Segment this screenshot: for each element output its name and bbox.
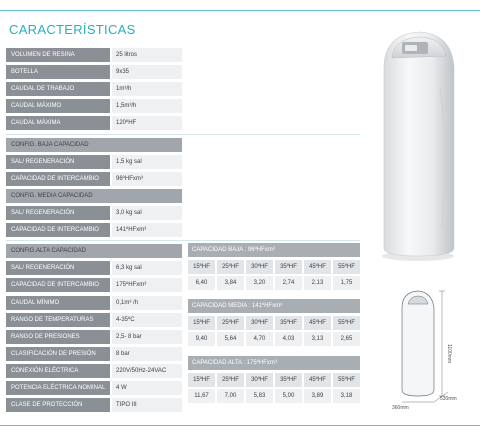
hardness-header: 35ºHF <box>275 373 302 387</box>
spec-label: CONEXIÓN ELÉCTRICA <box>6 364 110 378</box>
spec-label: RANGO DE PRESIONES <box>6 330 110 344</box>
width-label: 360mm <box>392 405 409 410</box>
capacity-table-title: CAPACIDAD ALTA : 175ºHFxm³ <box>188 356 360 370</box>
bottom-divider <box>0 425 480 426</box>
hardness-header: 30ºHF <box>246 373 273 387</box>
spec-value: 9x35 <box>112 65 182 79</box>
capacity-value: 3,18 <box>333 389 360 403</box>
top-divider <box>0 10 480 11</box>
spec-value: 175ºHFxm³ <box>112 278 182 292</box>
spec-value: TIPO III <box>112 398 182 412</box>
page-title: CARACTERÍSTICAS <box>9 22 136 37</box>
spec-row-power <box>6 381 182 395</box>
config-low-salt <box>6 155 182 169</box>
hardness-header: 25ºHF <box>217 316 244 330</box>
hardness-header: 30ºHF <box>246 260 273 274</box>
config-high-salt <box>6 261 182 275</box>
spec-value: 120ºHF <box>112 116 182 130</box>
spec-label: SAL/ REGENERACIÓN <box>6 206 110 220</box>
capacity-grid <box>188 316 360 346</box>
depth-label: 530mm <box>440 396 457 402</box>
water-softener-image <box>378 28 460 269</box>
capacity-value: 6,40 <box>188 276 215 290</box>
height-label: 1100mm <box>446 344 452 364</box>
spec-row-pressure-range <box>6 330 182 344</box>
hardness-header: 15ºHF <box>188 373 215 387</box>
spec-label: CAPACIDAD DE INTERCAMBIO <box>6 172 110 186</box>
spec-row-pressure-class <box>6 347 182 361</box>
spec-label: VOLUMEN DE RESINA <box>6 48 110 62</box>
capacity-value: 1,75 <box>333 276 360 290</box>
hardness-header: 25ºHF <box>217 260 244 274</box>
section-header: CONFIG. BAJA CAPACIDAD <box>6 138 182 152</box>
capacity-value: 3,20 <box>246 276 273 290</box>
spec-value: 4 W <box>112 381 182 395</box>
capacity-value: 2,74 <box>275 276 302 290</box>
section-divider <box>6 134 360 135</box>
hardness-header: 15ºHF <box>188 260 215 274</box>
capacity-value: 3,84 <box>217 276 244 290</box>
spec-value: 25 litros <box>112 48 182 62</box>
spec-value: 4-35ºC <box>112 313 182 327</box>
spec-label: CLASIFICACIÓN DE PRESIÓN <box>6 347 110 361</box>
config-low-capacity <box>6 172 182 186</box>
spec-label: CAPACIDAD DE INTERCAMBIO <box>6 278 110 292</box>
spec-label: CAUDAL DE TRABAJO <box>6 82 110 96</box>
spec-value: 141ºHFxm³ <box>112 223 182 237</box>
capacity-value: 7,00 <box>217 389 244 403</box>
spec-row-resin <box>6 48 182 62</box>
capacity-value: 5,64 <box>217 332 244 346</box>
config-high-capacity <box>6 278 182 292</box>
capacity-table-title: CAPACIDAD MEDIA : 141ºHFxm³ <box>188 299 360 313</box>
spec-row-min-flow <box>6 296 182 310</box>
hardness-header: 55ºHF <box>333 373 360 387</box>
capacity-value: 3,13 <box>304 332 331 346</box>
spec-value: 220V/50Hz-24VAC <box>112 364 182 378</box>
spec-label: RANGO DE TEMPERATURAS <box>6 313 110 327</box>
spec-value: 6,3 kg sal <box>112 261 182 275</box>
spec-row-max-hardness <box>6 116 182 130</box>
capacity-value: 3,89 <box>304 389 331 403</box>
hardness-header: 35ºHF <box>275 316 302 330</box>
capacity-value: 4,03 <box>275 332 302 346</box>
capacity-grid <box>188 260 360 290</box>
capacity-grid <box>188 373 360 403</box>
config-mid-capacity <box>6 223 182 237</box>
capacity-value: 5,83 <box>246 389 273 403</box>
hardness-header: 15ºHF <box>188 316 215 330</box>
capacity-value: 9,40 <box>188 332 215 346</box>
spec-value: 1,5m³/h <box>112 99 182 113</box>
spec-label: SAL/ REGENERACIÓN <box>6 261 110 275</box>
spec-value: 0,1m³ /h <box>112 296 182 310</box>
spec-value: 1m³/h <box>112 82 182 96</box>
hardness-header: 55ºHF <box>333 316 360 330</box>
config-high-header <box>6 244 182 258</box>
spec-row-temp-range <box>6 313 182 327</box>
spec-label: POTENCIA ELÉCTRICA NOMINAL <box>6 381 110 395</box>
spec-value: 3,0 kg sal <box>112 206 182 220</box>
hardness-header: 35ºHF <box>275 260 302 274</box>
capacity-value: 4,70 <box>246 332 273 346</box>
spec-value: 96ºHFxm³ <box>112 172 182 186</box>
capacity-value: 2,13 <box>304 276 331 290</box>
spec-row-electrical <box>6 364 182 378</box>
spec-value: 1,5 kg sal <box>112 155 182 169</box>
capacity-low-table <box>188 243 360 290</box>
spec-value: 2,5- 8 bar <box>112 330 182 344</box>
spec-label: CLASE DE PROTECCIÓN <box>6 398 110 412</box>
section-header: CONFIG.ALTA CAPACIDAD <box>6 244 182 258</box>
spec-row-max-flow <box>6 99 182 113</box>
config-low-header <box>6 138 182 152</box>
spec-row-bottle <box>6 65 182 79</box>
capacity-mid-table <box>188 299 360 346</box>
hardness-header: 25ºHF <box>217 373 244 387</box>
spec-label: BOTELLA <box>6 65 110 79</box>
hardness-header: 55ºHF <box>333 260 360 274</box>
capacity-value: 5,00 <box>275 389 302 403</box>
spec-label: CAUDAL MÁXIMO <box>6 99 110 113</box>
section-header: CONFIG. MEDIA CAPACIDAD <box>6 189 182 203</box>
spec-row-work-flow <box>6 82 182 96</box>
dimension-diagram <box>388 286 472 415</box>
spec-label: CAUDAL MÁXIMA <box>6 116 110 130</box>
spec-row-protection <box>6 398 182 412</box>
section-divider <box>6 240 360 241</box>
spec-label: CAPACIDAD DE INTERCAMBIO <box>6 223 110 237</box>
spec-value: 8 bar <box>112 347 182 361</box>
capacity-value: 11,67 <box>188 389 215 403</box>
hardness-header: 45ºHF <box>304 373 331 387</box>
hardness-header: 45ºHF <box>304 260 331 274</box>
capacity-table-title: CAPACIDAD BAJA : 96ºHFxm³ <box>188 243 360 257</box>
capacity-high-table <box>188 356 360 403</box>
config-mid-salt <box>6 206 182 220</box>
capacity-value: 2,65 <box>333 332 360 346</box>
spec-label: SAL/ REGENERACIÓN <box>6 155 110 169</box>
config-mid-header <box>6 189 182 203</box>
hardness-header: 30ºHF <box>246 316 273 330</box>
hardness-header: 45ºHF <box>304 316 331 330</box>
spec-label: CAUDAL MÍNIMO <box>6 296 110 310</box>
